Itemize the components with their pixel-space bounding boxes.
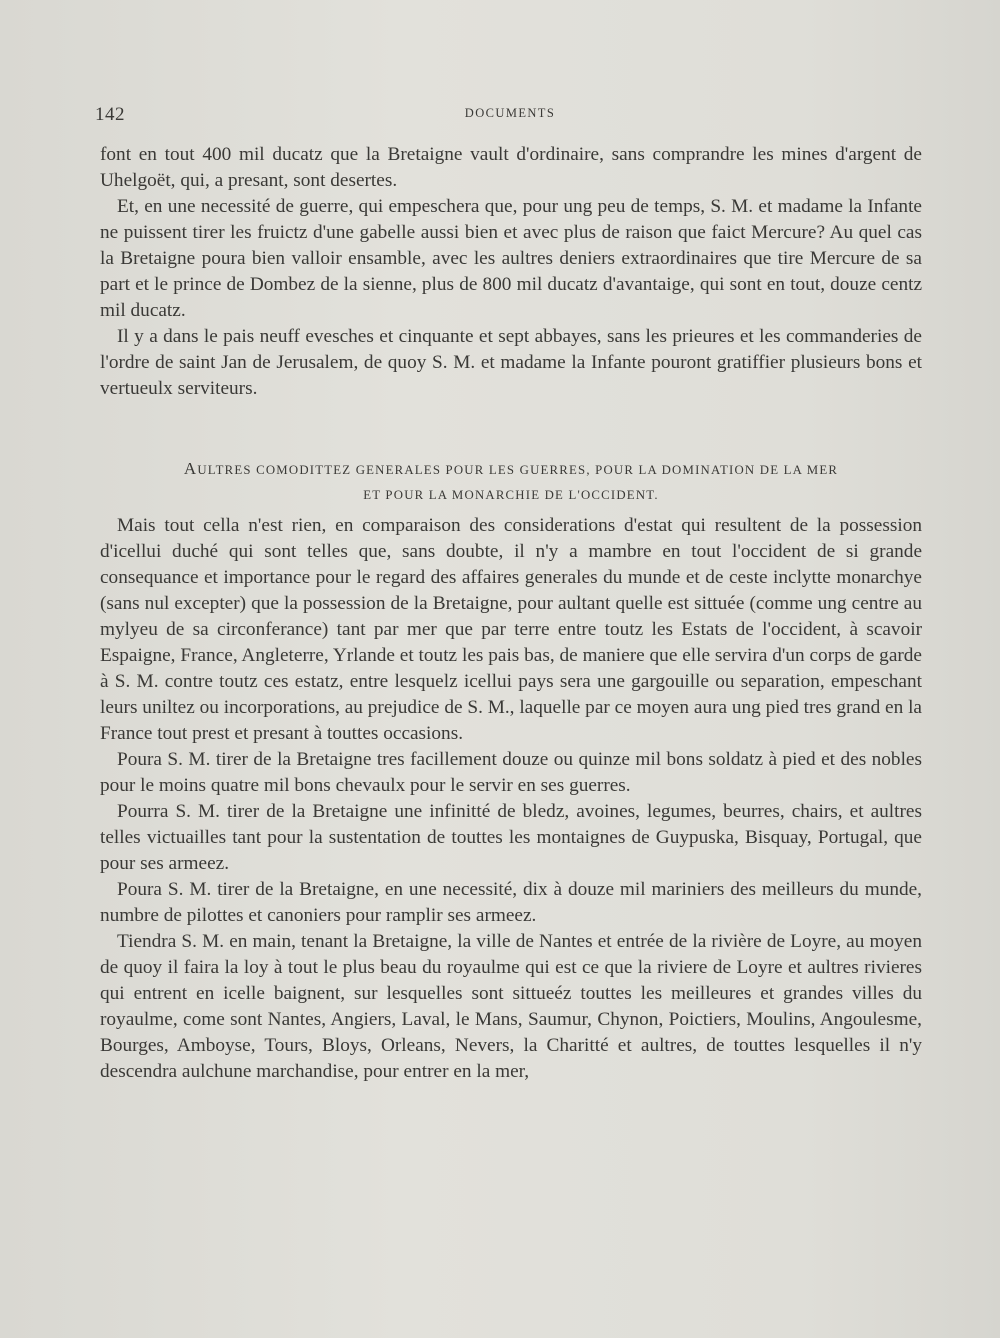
paragraph: Il y a dans le pais neuff evesches et cinquante et sept abbayes, sans les prieures et les commanderies de l'ordre de saint Jan de Jerusalem, de quoy S. M. et madame la Infante pouront gratiffier plusieurs bons et vertueulx serviteurs. bbox=[100, 326, 922, 399]
top-text-block bbox=[100, 142, 922, 402]
section-heading-line-2: ET POUR LA MONARCHIE DE L'OCCIDENT. bbox=[363, 488, 659, 502]
bottom-text-block bbox=[100, 513, 922, 1085]
paragraph: Et, en une necessité de guerre, qui empeschera que, pour ung peu de temps, S. M. et madame la Infante ne puissent tirer les fruictz d'une gabelle aussi bien et avec plus de raison que faict Mercure? Au quel cas la Bretaigne poura bien valloir ensamble, avec les aultres deniers extraordinaires que tire Mercure de sa part et le prince de Dombez de la sienne, plus de 800 mil ducatz d'avantaige, qui sont en tout, douze centz mil ducatz. bbox=[100, 196, 922, 321]
paragraph: Poura S. M. tirer de la Bretaigne, en une necessité, dix à douze mil mariniers des meilleurs du munde, numbre de pilottes et canoniers pour ramplir ses armeez. bbox=[100, 879, 922, 926]
paragraph: font en tout 400 mil ducatz que la Bretaigne vault d'ordinaire, sans comprandre les mines d'argent de Uhelgoët, qui, a presant, sont desertes. bbox=[100, 144, 922, 191]
section-heading bbox=[100, 456, 922, 508]
running-title: DOCUMENTS bbox=[464, 106, 556, 120]
paragraph: Mais tout cella n'est rien, en comparaison des considerations d'estat qui resultent de la possession d'icellui duché qui sont telles que, sans doubte, il n'y a mambre en tout l'occident de si grande consequance et importance pour le regard des affaires generales du munde et de ceste inclytte monarchye (sans nul excepter) que la possession de la Bretaigne, pour aultant quelle est sittuée (comme ung centre au mylyeu de sa circonferance) tant par mer que par terre entre toutz les Estats de l'occident, à scavoir Espaigne, France, Angleterre, Yrlande et toutz les pais bas, de maniere que elle servira d'un corps de garde à S. M. contre toutz ces estatz, entre lesquelz icellui pays sera une gargouille ou separation, empeschant leurs uniltez ou incorporations, au prejudice de S. M., laquelle par ce moyen aura ung pied tres grand en la France tout prest et presant à touttes occasions. bbox=[100, 515, 922, 744]
page-header bbox=[95, 104, 925, 128]
paragraph: Poura S. M. tirer de la Bretaigne tres facillement douze ou quinze mil bons soldatz à pied et des nobles pour le moins quatre mil bons chevaulx pour le servir en ses guerres. bbox=[100, 749, 922, 796]
section-heading-initial: A bbox=[183, 459, 198, 478]
section-heading-line-1 bbox=[100, 456, 922, 483]
paragraph: Pourra S. M. tirer de la Bretaigne une infinitté de bledz, avoines, legumes, beurres, chairs, et aultres telles victuailles tant pour la sustentation de touttes les montaignes de Guypuska, Bisquay, Portugal, que pour ses armeez. bbox=[100, 801, 922, 874]
page-number: 142 bbox=[95, 104, 125, 125]
section-heading-line-1-text: ULTRES COMODITTEZ GENERALES POUR LES GUERRES, POUR LA DOMINATION DE LA MER bbox=[197, 463, 839, 477]
paragraph: Tiendra S. M. en main, tenant la Bretaigne, la ville de Nantes et entrée de la rivière de Loyre, au moyen de quoy il faira la loy à tout le plus beau du royaulme qui est ce que la riviere de Loyre et aultres rivieres qui entrent en icelle baignent, sur lesquelles sont sittueéz touttes les meilleures et grandes villes du royaulme, come sont Nantes, Angiers, Laval, le Mans, Saumur, Chynon, Poictiers, Moulins, Angoulesme, Bourges, Amboyse, Tours, Bloys, Orleans, Nevers, la Charitté et aultres, de touttes lesquelles il n'y descendra aulchune marchandise, pour entrer en la mer, bbox=[100, 931, 922, 1082]
